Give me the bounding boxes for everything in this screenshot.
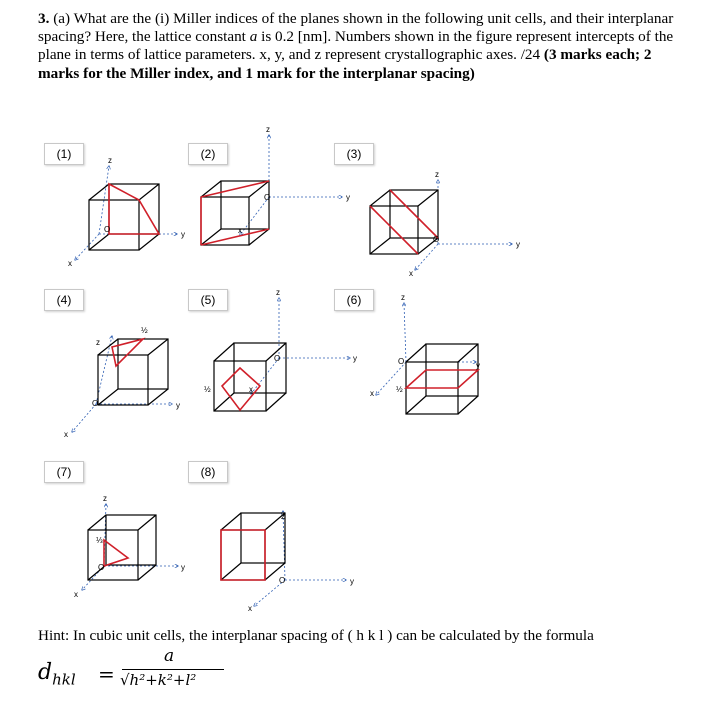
marks-note: (3 marks each; 2 marks for the Miller index, and 1 mark for the interplanar spacing): [38, 46, 652, 82]
z-axis-label-3: z: [435, 170, 439, 179]
origin-label-1: O: [104, 225, 111, 234]
x-axis-label-6: x: [370, 389, 374, 398]
question-body: (a) What are the (i) Miller indices of the planes shown in the following unit cells, and their interplanar spacing? Here, the lattice constant: [38, 10, 674, 46]
cell-label-6: (6): [334, 289, 374, 311]
question-number: 3.: [38, 10, 50, 27]
unit-cell-2: [201, 125, 350, 245]
z-axis-label-1: z: [108, 156, 112, 165]
y-axis-label-5: y: [353, 354, 357, 363]
formula-equals: =: [98, 662, 115, 686]
unit-cell-5: [204, 288, 357, 411]
question-body-2: is 0.2 [nm]. Numbers shown in the figure represent intercepts of the plane in terms of lattice parameters. x, y, and z represent crystallographic axes. /24: [38, 28, 674, 64]
cell-label-5: (5): [188, 289, 228, 311]
x-axis-label-7: x: [74, 590, 78, 599]
formula-denominator: √h²+k²+l²: [120, 671, 197, 689]
formula-subscript: hkl: [52, 670, 76, 689]
formula-lhs: [38, 660, 76, 688]
z-axis-label-2: z: [266, 125, 270, 134]
origin-label-8: O: [279, 576, 286, 585]
unit-cell-1: [68, 156, 185, 268]
formula-numerator: a: [164, 646, 175, 666]
origin-label-6: O: [398, 357, 405, 366]
intercept-label-6: ½: [396, 385, 403, 394]
origin-label-2: O: [264, 193, 271, 202]
y-axis-label-6: y: [476, 361, 480, 370]
origin-label-5: O: [274, 354, 281, 363]
y-axis-label-3: y: [516, 240, 520, 249]
lattice-symbol: a: [249, 28, 258, 46]
intercept-label-5: ½: [204, 385, 211, 394]
fraction-bar: [122, 669, 224, 670]
z-axis-label-7: z: [103, 494, 107, 503]
y-axis-label-7: y: [181, 563, 185, 572]
x-axis-label-4: x: [64, 430, 68, 439]
cell-label-2: (2): [188, 143, 228, 165]
formula-d: d: [38, 660, 53, 685]
origin-label-4: O: [92, 399, 99, 408]
y-axis-label-4: y: [176, 401, 180, 410]
cell-label-1: (1): [44, 143, 84, 165]
y-axis-label-2: y: [346, 193, 350, 202]
origin-label-3: O: [433, 235, 440, 244]
origin-label-7: O: [98, 563, 105, 572]
z-axis-label-6: z: [401, 293, 405, 302]
spacing-formula: [38, 646, 298, 706]
unit-cell-8: [221, 511, 354, 613]
hint-text: Hint: In cubic unit cells, the interplanar spacing of ( h k l ) can be calculated by the formula: [38, 627, 594, 644]
z-axis-label-8: z: [281, 512, 285, 521]
intercept-label-7: ⅓: [96, 536, 103, 545]
cell-label-7: (7): [44, 461, 84, 483]
y-axis-label-8: y: [350, 577, 354, 586]
unit-cell-7: [74, 494, 185, 599]
x-axis-label-8: x: [248, 604, 252, 613]
y-axis-label-1: y: [181, 230, 185, 239]
z-axis-label-4: z: [96, 338, 100, 347]
unit-cell-3: [370, 170, 520, 278]
cell-label-4: (4): [44, 289, 84, 311]
x-axis-label-5: x: [249, 385, 253, 394]
unit-cell-4: [64, 326, 180, 439]
cell-label-3: (3): [334, 143, 374, 165]
x-axis-label-3: x: [409, 269, 413, 278]
unit-cell-6: [370, 293, 480, 414]
x-axis-label-2: x: [238, 226, 242, 235]
x-axis-label-1: x: [68, 259, 72, 268]
cell-label-8: (8): [188, 461, 228, 483]
intercept-label-4: ½: [141, 326, 148, 335]
z-axis-label-5: z: [276, 288, 280, 297]
